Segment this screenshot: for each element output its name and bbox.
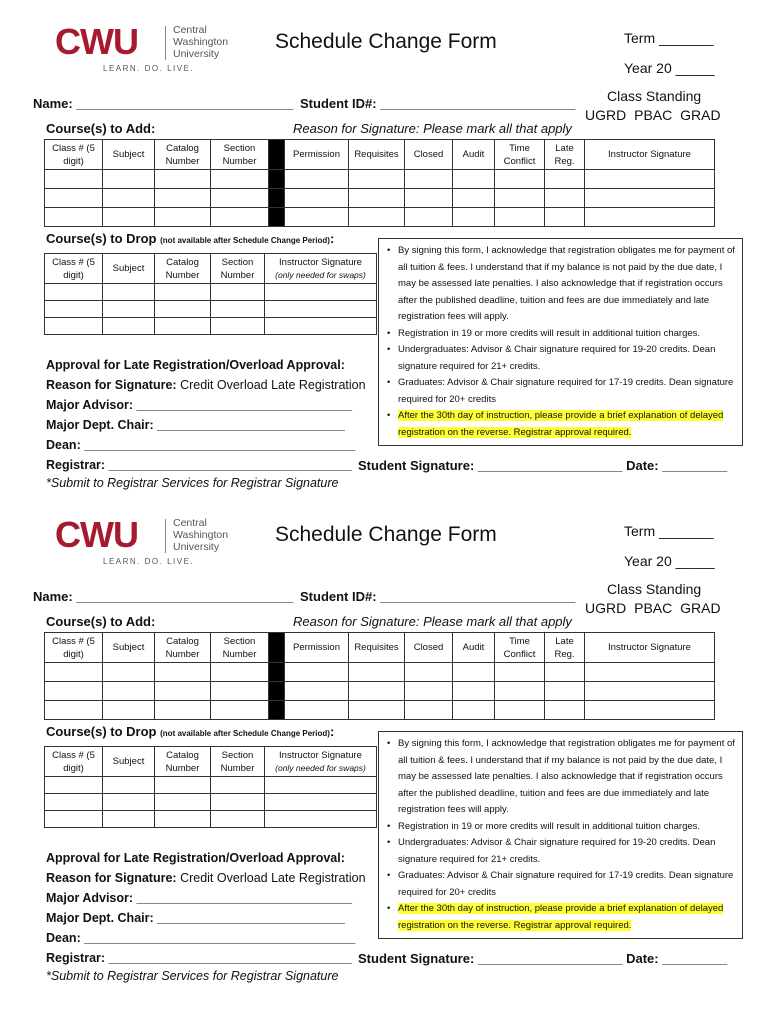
courses-to-drop-label: Course(s) to Drop (not available after Schedule Change Period): [46, 231, 335, 246]
table-header-row [45, 633, 715, 663]
approval-section [46, 355, 366, 475]
chair-signature-text: Major Dept. Chair: ___________________________ [46, 418, 345, 432]
name-field[interactable]: Name: ______________________________ [33, 589, 294, 604]
table-cell[interactable] [453, 701, 495, 720]
notice-list [387, 736, 736, 934]
notice-text: Registration in 19 or more credits will result in additional tuition charges. [398, 327, 701, 339]
table-cell[interactable] [285, 189, 349, 208]
table-cell[interactable] [103, 189, 155, 208]
column-header: Time Conflict [495, 633, 545, 663]
logo-wordmark: CWU [55, 514, 138, 555]
class-standing-options[interactable]: UGRD PBAC GRAD [585, 107, 721, 123]
table-cell[interactable] [495, 208, 545, 227]
column-header [155, 254, 211, 284]
table-cell[interactable] [45, 189, 103, 208]
table-cell[interactable] [495, 682, 545, 701]
table-cell[interactable] [349, 170, 405, 189]
chair-signature-line[interactable] [46, 908, 366, 928]
approval-reason [46, 868, 366, 888]
logo-tagline: LEARN. DO. LIVE. [103, 64, 195, 73]
cwu-logo [55, 515, 235, 569]
table-cell[interactable] [103, 682, 155, 701]
table-cell[interactable] [285, 208, 349, 227]
column-header [211, 254, 265, 284]
table-cell[interactable] [211, 284, 265, 301]
table-cell[interactable] [495, 663, 545, 682]
column-header [45, 747, 103, 777]
advisor-signature-line[interactable] [46, 395, 366, 415]
approval-section [46, 848, 366, 968]
notice-text: Registration in 19 or more credits will result in additional tuition charges. [398, 820, 701, 832]
logo-divider [165, 26, 166, 60]
table-cell[interactable] [45, 284, 103, 301]
term-field[interactable]: Term _______ [624, 523, 714, 539]
column-header-text: Section Number [220, 749, 255, 774]
column-header-text: Section Number [220, 256, 255, 281]
drop-label-text: Course(s) to Drop [46, 724, 157, 739]
table-cell[interactable] [405, 208, 453, 227]
column-header: Subject [103, 140, 155, 170]
divider-column [269, 189, 285, 208]
dean-signature-text: Dean: _______________________________________ [46, 931, 356, 945]
table-cell[interactable] [265, 284, 377, 301]
table-cell[interactable] [103, 284, 155, 301]
courses-to-add-table [44, 139, 715, 227]
table-cell[interactable] [103, 701, 155, 720]
dean-signature-line[interactable] [46, 435, 366, 455]
table-cell[interactable] [211, 811, 265, 828]
bullet-icon: • [387, 870, 391, 881]
year-field[interactable]: Year 20 _____ [624, 60, 715, 76]
column-header: Subject [103, 633, 155, 663]
submit-note: *Submit to Registrar Services for Registrar Signature [46, 476, 339, 490]
dean-signature-line[interactable] [46, 928, 366, 948]
column-header: Instructor Signature [585, 140, 715, 170]
column-header: Permission [285, 633, 349, 663]
table-cell[interactable] [545, 189, 585, 208]
approval-reason-options[interactable]: Credit Overload Late Registration [180, 378, 366, 392]
notice-item [387, 342, 736, 375]
table-cell[interactable] [495, 701, 545, 720]
column-header [103, 254, 155, 284]
table-row [45, 189, 715, 208]
table-cell[interactable] [45, 777, 103, 794]
table-cell[interactable] [155, 284, 211, 301]
student-signature-line[interactable]: Student Signature: ____________________ Date: _________ [358, 458, 728, 473]
table-cell[interactable] [155, 318, 211, 335]
table-cell[interactable] [103, 301, 155, 318]
column-header: Instructor Signature [585, 633, 715, 663]
table-cell[interactable] [45, 701, 103, 720]
acknowledgement-notice [378, 731, 743, 939]
courses-to-drop-label: Course(s) to Drop (not available after Schedule Change Period): [46, 724, 335, 739]
table-row [45, 284, 377, 301]
notice-list [387, 243, 736, 441]
notice-item [387, 819, 736, 836]
column-header: Closed [405, 140, 453, 170]
table-cell[interactable] [349, 189, 405, 208]
drop-label-note: (not available after Schedule Change Period) [160, 729, 330, 738]
column-header: Section Number [211, 633, 269, 663]
column-header: Catalog Number [155, 633, 211, 663]
table-cell[interactable] [45, 682, 103, 701]
registrar-signature-line[interactable] [46, 455, 366, 475]
table-cell[interactable] [211, 208, 269, 227]
year-field[interactable]: Year 20 _____ [624, 553, 715, 569]
table-cell[interactable] [155, 777, 211, 794]
column-header: Class # (5 digit) [45, 140, 103, 170]
table-cell[interactable] [45, 663, 103, 682]
table-cell[interactable] [45, 208, 103, 227]
bullet-icon: • [387, 903, 391, 914]
table-cell[interactable] [211, 170, 269, 189]
table-row [45, 170, 715, 189]
table-cell[interactable] [585, 208, 715, 227]
table-cell[interactable] [405, 170, 453, 189]
notice-item [387, 901, 736, 934]
column-header: Catalog Number [155, 140, 211, 170]
approval-reason [46, 375, 366, 395]
student-signature-line[interactable]: Student Signature: ____________________ Date: _________ [358, 951, 728, 966]
table-cell[interactable] [545, 170, 585, 189]
table-header-row [45, 254, 377, 284]
schedule-change-form [0, 0, 770, 500]
table-cell[interactable] [285, 170, 349, 189]
bullet-icon: • [387, 410, 391, 421]
column-header: Class # (5 digit) [45, 633, 103, 663]
approval-reason-label: Reason for Signature: [46, 378, 177, 392]
table-cell[interactable] [405, 663, 453, 682]
table-cell[interactable] [585, 663, 715, 682]
bullet-icon: • [387, 245, 391, 256]
divider-column [269, 633, 285, 663]
advisor-signature-line[interactable] [46, 888, 366, 908]
table-cell[interactable] [285, 682, 349, 701]
table-cell[interactable] [265, 794, 377, 811]
table-cell[interactable] [103, 170, 155, 189]
table-cell[interactable] [405, 701, 453, 720]
logo-name-line: Washington [173, 529, 229, 541]
table-cell[interactable] [155, 811, 211, 828]
notice-text: Graduates: Advisor & Chair signature required for 17-19 credits. Dean signature required for 20+ credits [398, 377, 734, 405]
notice-text: After the 30th day of instruction, please provide a brief explanation of delayed registration on the reverse. Registrar approval required. [398, 410, 724, 438]
name-field[interactable]: Name: ______________________________ [33, 96, 294, 111]
chair-signature-line[interactable] [46, 415, 366, 435]
table-row [45, 301, 377, 318]
table-cell[interactable] [155, 170, 211, 189]
column-header [211, 747, 265, 777]
table-row [45, 208, 715, 227]
logo-wordmark: CWU [55, 21, 138, 62]
acknowledgement-notice [378, 238, 743, 446]
class-standing-title: Class Standing [607, 88, 702, 104]
table-cell[interactable] [495, 170, 545, 189]
table-cell[interactable] [155, 663, 211, 682]
table-cell[interactable] [545, 701, 585, 720]
table-cell[interactable] [211, 663, 269, 682]
advisor-signature-text: Major Advisor: _______________________________ [46, 891, 353, 905]
table-cell[interactable] [349, 208, 405, 227]
table-cell[interactable] [265, 318, 377, 335]
logo-university-name [173, 24, 228, 60]
table-row [45, 318, 377, 335]
table-cell[interactable] [453, 170, 495, 189]
column-header: Section Number [211, 140, 269, 170]
class-standing-title: Class Standing [607, 581, 702, 597]
table-cell[interactable] [585, 701, 715, 720]
notice-item [387, 408, 736, 441]
table-header-row [45, 140, 715, 170]
registrar-signature-text: Registrar: ___________________________________ [46, 951, 352, 965]
logo-name-line: Washington [173, 36, 229, 48]
table-row [45, 777, 377, 794]
divider-column [269, 208, 285, 227]
table-cell[interactable] [45, 301, 103, 318]
bullet-icon: • [387, 837, 391, 848]
swap-note: (only needed for swaps) [275, 762, 366, 773]
table-cell[interactable] [45, 794, 103, 811]
column-header-text: Class # (5 digit) [52, 749, 95, 774]
table-row [45, 682, 715, 701]
logo-tagline: LEARN. DO. LIVE. [103, 557, 195, 566]
logo-name-line: University [173, 541, 220, 553]
column-header: Late Reg. [545, 140, 585, 170]
divider-column [269, 701, 285, 720]
column-header-text: Catalog Number [165, 749, 200, 774]
form-title: Schedule Change Form [275, 30, 497, 53]
notice-text: After the 30th day of instruction, please provide a brief explanation of delayed registration on the reverse. Registrar approval required. [398, 903, 724, 931]
logo-name-line: University [173, 48, 220, 60]
drop-label-note: (not available after Schedule Change Period) [160, 236, 330, 245]
term-field[interactable]: Term _______ [624, 30, 714, 46]
table-cell[interactable] [545, 682, 585, 701]
divider-column [269, 682, 285, 701]
table-cell[interactable] [211, 301, 265, 318]
column-header [265, 254, 377, 284]
table-cell[interactable] [285, 701, 349, 720]
notice-item [387, 835, 736, 868]
table-cell[interactable] [45, 170, 103, 189]
courses-to-drop-table [44, 253, 377, 335]
table-cell[interactable] [285, 663, 349, 682]
column-header: Late Reg. [545, 633, 585, 663]
column-header-text: Instructor Signature [279, 749, 362, 761]
table-cell[interactable] [211, 794, 265, 811]
courses-to-add-label: Course(s) to Add: [46, 614, 156, 629]
bullet-icon: • [387, 327, 391, 339]
table-cell[interactable] [453, 208, 495, 227]
table-cell[interactable] [453, 189, 495, 208]
table-cell[interactable] [45, 811, 103, 828]
table-header-row [45, 747, 377, 777]
approval-reason-label: Reason for Signature: [46, 871, 177, 885]
logo-university-name [173, 517, 228, 553]
notice-text: By signing this form, I acknowledge that registration obligates me for payment of all tuition & fees. I understand that if my balance is not paid by the due date, I may be assessed late penalties. I also acknowledge that if registration occurs after the published deadline, tuition and fees are due immediately and late registration fees will apply. [398, 245, 735, 322]
courses-to-add-label: Course(s) to Add: [46, 121, 156, 136]
notice-item [387, 868, 736, 901]
column-header: Audit [453, 633, 495, 663]
column-header [155, 747, 211, 777]
table-cell[interactable] [103, 811, 155, 828]
registrar-signature-line[interactable] [46, 948, 366, 968]
notice-item [387, 326, 736, 343]
column-header: Closed [405, 633, 453, 663]
table-cell[interactable] [155, 301, 211, 318]
table-cell[interactable] [211, 189, 269, 208]
logo-name-line: Central [173, 24, 207, 36]
student-id-field[interactable]: Student ID#: ___________________________ [300, 589, 576, 604]
notice-item [387, 243, 736, 326]
notice-text: Undergraduates: Advisor & Chair signature required for 19-20 credits. Dean signature required for 21+ credits. [398, 837, 716, 865]
submit-note: *Submit to Registrar Services for Registrar Signature [46, 969, 339, 983]
registrar-signature-text: Registrar: ___________________________________ [46, 458, 352, 472]
column-header [45, 254, 103, 284]
column-header-text: Subject [112, 263, 145, 274]
table-cell[interactable] [103, 794, 155, 811]
notice-text: Undergraduates: Advisor & Chair signature required for 19-20 credits. Dean signature required for 21+ credits. [398, 344, 716, 372]
column-header-text: Class # (5 digit) [52, 256, 95, 281]
reason-for-signature-label: Reason for Signature: Please mark all that apply [293, 121, 572, 136]
divider-column [269, 170, 285, 189]
approval-title [46, 848, 366, 868]
table-cell[interactable] [349, 701, 405, 720]
column-header [103, 747, 155, 777]
table-row [45, 811, 377, 828]
dean-signature-text: Dean: _______________________________________ [46, 438, 356, 452]
table-cell[interactable] [453, 663, 495, 682]
column-header-text: Catalog Number [165, 256, 200, 281]
table-cell[interactable] [103, 318, 155, 335]
swap-note: (only needed for swaps) [275, 269, 366, 280]
table-cell[interactable] [155, 701, 211, 720]
column-header: Permission [285, 140, 349, 170]
table-cell[interactable] [155, 794, 211, 811]
column-header: Requisites [349, 140, 405, 170]
column-header: Time Conflict [495, 140, 545, 170]
table-cell[interactable] [405, 189, 453, 208]
table-cell[interactable] [405, 682, 453, 701]
table-cell[interactable] [585, 189, 715, 208]
bullet-icon: • [387, 738, 391, 749]
approval-title-text: Approval for Late Registration/Overload Approval: [46, 851, 345, 865]
approval-title-text: Approval for Late Registration/Overload Approval: [46, 358, 345, 372]
table-cell[interactable] [585, 682, 715, 701]
class-standing-options[interactable]: UGRD PBAC GRAD [585, 600, 721, 616]
column-header: Requisites [349, 633, 405, 663]
reason-for-signature-label: Reason for Signature: Please mark all that apply [293, 614, 572, 629]
table-cell[interactable] [211, 318, 265, 335]
table-cell[interactable] [265, 301, 377, 318]
student-id-field[interactable]: Student ID#: ___________________________ [300, 96, 576, 111]
table-cell[interactable] [545, 208, 585, 227]
table-cell[interactable] [103, 663, 155, 682]
table-cell[interactable] [349, 663, 405, 682]
logo-divider [165, 519, 166, 553]
bullet-icon: • [387, 377, 391, 388]
schedule-change-form [0, 493, 770, 993]
chair-signature-text: Major Dept. Chair: ___________________________ [46, 911, 345, 925]
table-cell[interactable] [349, 682, 405, 701]
notice-item [387, 736, 736, 819]
table-row [45, 701, 715, 720]
table-cell[interactable] [103, 208, 155, 227]
notice-item [387, 375, 736, 408]
table-cell[interactable] [211, 777, 265, 794]
column-header-text: Subject [112, 756, 145, 767]
logo-name-line: Central [173, 517, 207, 529]
table-cell[interactable] [155, 208, 211, 227]
table-cell[interactable] [545, 663, 585, 682]
advisor-signature-text: Major Advisor: _______________________________ [46, 398, 353, 412]
courses-to-add-table [44, 632, 715, 720]
table-cell[interactable] [211, 682, 269, 701]
notice-text: Graduates: Advisor & Chair signature required for 17-19 credits. Dean signature required for 20+ credits [398, 870, 734, 898]
table-row [45, 794, 377, 811]
drop-label-text: Course(s) to Drop [46, 231, 157, 246]
notice-text: By signing this form, I acknowledge that registration obligates me for payment of all tuition & fees. I understand that if my balance is not paid by the due date, I may be assessed late penalties. I also acknowledge that if registration occurs after the published deadline, tuition and fees are due immediately and late registration fees will apply. [398, 738, 735, 815]
table-cell[interactable] [495, 189, 545, 208]
approval-title [46, 355, 366, 375]
table-cell[interactable] [453, 682, 495, 701]
table-cell[interactable] [265, 811, 377, 828]
table-cell[interactable] [211, 701, 269, 720]
table-cell[interactable] [45, 318, 103, 335]
table-cell[interactable] [265, 777, 377, 794]
table-cell[interactable] [585, 170, 715, 189]
table-cell[interactable] [103, 777, 155, 794]
approval-reason-options[interactable]: Credit Overload Late Registration [180, 871, 366, 885]
form-title: Schedule Change Form [275, 523, 497, 546]
bullet-icon: • [387, 344, 391, 355]
table-cell[interactable] [155, 189, 211, 208]
divider-column [269, 663, 285, 682]
cwu-logo [55, 22, 235, 76]
courses-to-drop-table [44, 746, 377, 828]
table-row [45, 663, 715, 682]
column-header: Audit [453, 140, 495, 170]
column-header [265, 747, 377, 777]
column-header-text: Instructor Signature [279, 256, 362, 268]
bullet-icon: • [387, 820, 391, 832]
divider-column [269, 140, 285, 170]
table-cell[interactable] [155, 682, 211, 701]
